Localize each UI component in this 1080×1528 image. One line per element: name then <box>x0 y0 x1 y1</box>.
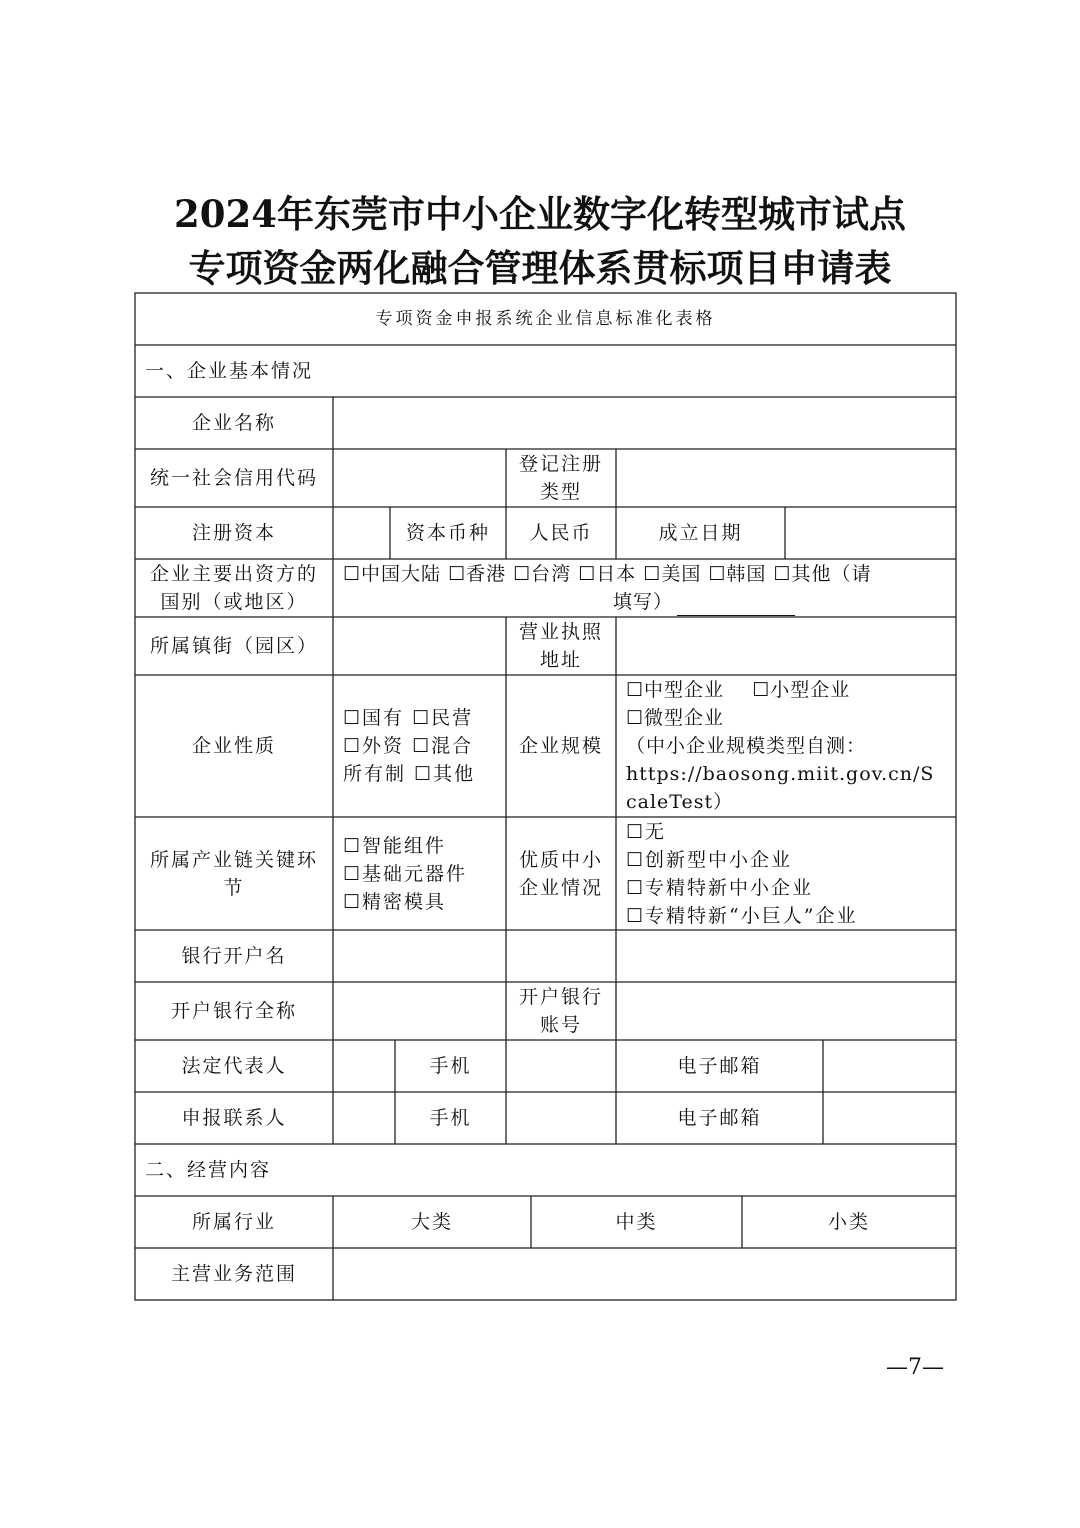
nature-option-line[interactable]: ☐国有 ☐民营 <box>343 707 474 729</box>
scale-option-line[interactable]: ☐微型企业 <box>626 707 725 729</box>
credit-code-label: 统一社会信用代码 <box>149 467 318 489</box>
industry-major-field[interactable]: 大类 <box>410 1211 453 1233</box>
chain-option[interactable]: ☐精密模具 <box>343 890 447 913</box>
bank-name-field[interactable] <box>333 982 506 1040</box>
industry-middle-field[interactable]: 中类 <box>615 1211 658 1233</box>
credit-code-field[interactable] <box>333 449 506 507</box>
section-heading-basic-info: 一、企业基本情况 <box>145 360 314 382</box>
reg-capital-field[interactable] <box>333 507 390 559</box>
business-scope-label: 主营业务范围 <box>170 1263 297 1285</box>
company-scale-label: 企业规模 <box>518 735 603 757</box>
legal-rep-field[interactable] <box>333 1040 395 1092</box>
title-line-1: 2024年东莞市中小企业数字化转型城市试点 <box>174 192 906 236</box>
company-name-label: 企业名称 <box>191 412 276 434</box>
legal-rep-email-field[interactable] <box>823 1040 956 1092</box>
quality-option[interactable]: ☐创新型中小企业 <box>626 848 793 871</box>
chain-option[interactable]: ☐基础元器件 <box>343 862 468 885</box>
company-name-field[interactable] <box>333 397 956 449</box>
currency-label: 资本币种 <box>405 522 490 544</box>
contact-person-field[interactable] <box>333 1092 395 1144</box>
bank-account-number-label: 开户银行 账号 <box>518 986 603 1036</box>
quality-option[interactable]: ☐专精特新“小巨人”企业 <box>626 904 858 927</box>
company-scale-options[interactable] <box>616 675 956 817</box>
legal-rep-phone-label: 手机 <box>429 1055 472 1077</box>
quality-option[interactable]: ☐专精特新中小企业 <box>626 876 814 899</box>
other-country-blank[interactable] <box>677 595 795 616</box>
legal-rep-email-label: 电子邮箱 <box>677 1055 762 1077</box>
bank-name-label: 开户银行全称 <box>170 1000 297 1022</box>
bank-account-number-field[interactable] <box>616 982 956 1040</box>
investor-options-line-2[interactable]: 填写） <box>343 588 956 616</box>
scale-test-link[interactable]: https://baosong.miit.gov.cn/S <box>626 763 935 785</box>
industry-label: 所属行业 <box>191 1211 276 1233</box>
founded-date-field[interactable] <box>785 507 956 559</box>
investor-country-label: 企业主要出资方的 国别（或地区） <box>149 563 318 613</box>
license-address-label: 营业执照 地址 <box>518 621 603 671</box>
reg-type-field[interactable] <box>616 449 956 507</box>
business-scope-field[interactable] <box>333 1248 956 1300</box>
town-label: 所属镇街（园区） <box>149 635 318 657</box>
founded-date-label: 成立日期 <box>658 522 743 544</box>
currency-value: 人民币 <box>529 522 593 544</box>
title-line-2: 专项资金两化融合管理体系贯标项目申请表 <box>188 246 892 290</box>
contact-person-label: 申报联系人 <box>181 1107 287 1129</box>
quality-sme-options[interactable] <box>616 817 956 930</box>
company-nature-options[interactable] <box>333 675 506 817</box>
quality-option[interactable]: ☐无 <box>626 820 667 843</box>
chain-option[interactable]: ☐智能组件 <box>343 834 447 857</box>
contact-phone-field[interactable] <box>506 1092 616 1144</box>
page-number: —7— <box>886 1355 944 1380</box>
scale-test-link-end[interactable]: caleTest） <box>626 791 734 813</box>
scale-note: （中小企业规模类型自测： <box>626 735 867 757</box>
town-field[interactable] <box>333 617 506 675</box>
investor-options-line-1[interactable]: ☐中国大陆 ☐香港 ☐台湾 ☐日本 ☐美国 ☐韩国 ☐其他（请 <box>343 563 872 585</box>
industry-chain-label: 所属产业链关键环 节 <box>149 848 318 899</box>
industry-minor-field[interactable]: 小类 <box>827 1211 870 1233</box>
industry-chain-options[interactable] <box>333 817 506 930</box>
contact-email-field[interactable] <box>823 1092 956 1144</box>
scale-option-line[interactable]: ☐中型企业 ☐小型企业 <box>626 679 851 701</box>
quality-sme-label: 优质中小 企业情况 <box>518 848 603 899</box>
legal-rep-label: 法定代表人 <box>181 1055 287 1077</box>
reg-type-label: 登记注册 类型 <box>518 453 603 503</box>
bank-account-name-field[interactable] <box>333 930 956 982</box>
reg-capital-label: 注册资本 <box>191 522 276 544</box>
bank-account-name-label: 银行开户名 <box>181 945 287 967</box>
legal-rep-phone-field[interactable] <box>506 1040 616 1092</box>
form-header: 专项资金申报系统企业信息标准化表格 <box>375 309 716 329</box>
nature-option-line[interactable]: 所有制 ☐其他 <box>343 763 476 785</box>
company-nature-label: 企业性质 <box>191 735 276 757</box>
section-heading-business: 二、经营内容 <box>145 1159 272 1181</box>
license-address-field[interactable] <box>616 617 956 675</box>
investor-country-options[interactable] <box>333 559 956 617</box>
contact-email-label: 电子邮箱 <box>677 1107 762 1129</box>
contact-phone-label: 手机 <box>429 1107 472 1129</box>
nature-option-line[interactable]: ☐外资 ☐混合 <box>343 735 474 757</box>
